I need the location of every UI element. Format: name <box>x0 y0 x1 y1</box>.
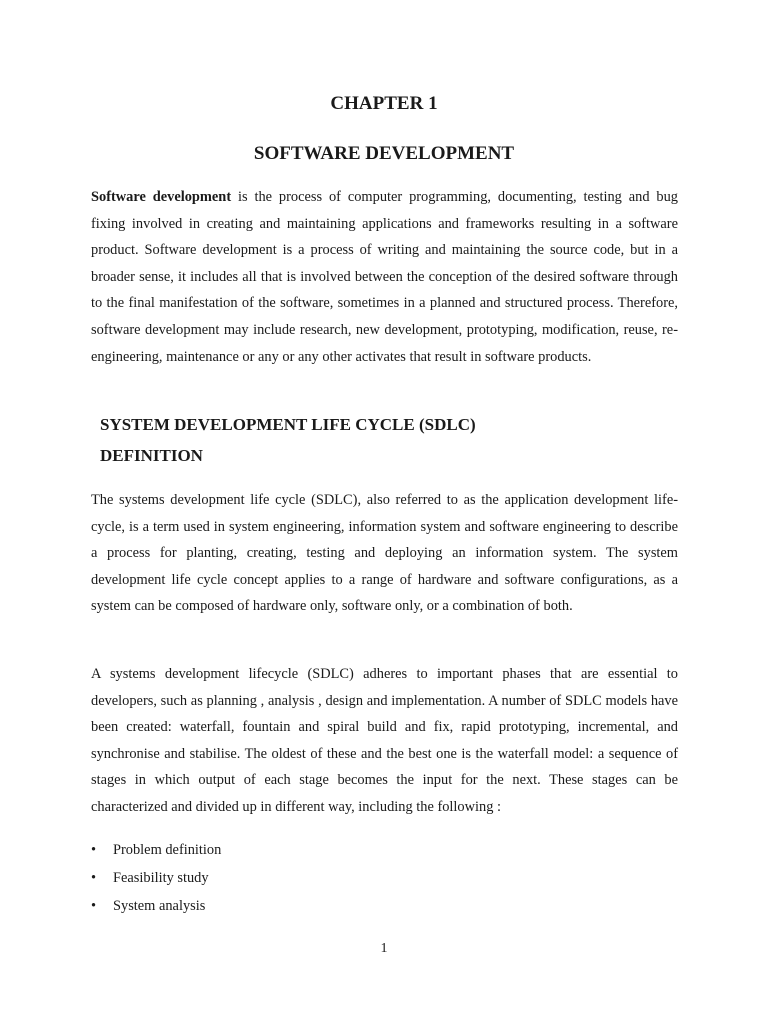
list-item <box>91 864 678 892</box>
chapter-title: SOFTWARE DEVELOPMENT <box>253 143 515 164</box>
page-number: 1 <box>380 941 388 956</box>
intro-paragraph <box>91 184 678 370</box>
bullet-icon: • <box>91 870 97 886</box>
list-item-label: Feasibility study <box>113 870 209 886</box>
list-item <box>91 836 678 864</box>
intro-text: is the process of computer programming, documenting, testing and bug fixing involved in creating and maintaining applications and frameworks resulting in a software product. Software development is a process of writing and maintaining the source code, but in a broader sense, it includes all that is involved between the conception of the desired software through to the final manifestation of the software, sometimes in a planned and structured process. Therefore, software development may include research, new development, prototyping, modification, reuse, re-engineering, maintenance or any or any other activates that result in software products. <box>91 189 678 365</box>
list-item-label: Problem definition <box>113 842 222 858</box>
bullet-icon: • <box>91 898 97 914</box>
sdlc-heading: SYSTEM DEVELOPMENT LIFE CYCLE (SDLC) <box>100 415 476 434</box>
bullet-icon: • <box>91 842 97 858</box>
phase-list <box>91 836 678 920</box>
list-item <box>91 892 678 920</box>
sdlc-phases-paragraph: A systems development lifecycle (SDLC) adheres to important phases that are essential to developers, such as planning , analysis , design and implementation. A number of SDLC models have been created: waterfall, fountain and spiral build and fix, rapid prototyping, incremental, and synchronise and stabilise. The oldest of these and the best one is the waterfall model: a sequence of stages in which output of each stage becomes the input for the next. These stages can be characterized and divided up in different way, including the following : <box>91 666 678 815</box>
sdlc-definition-paragraph: The systems development life cycle (SDLC), also referred to as the application development life-cycle, is a term used in system engineering, information system and software engineering to describe a process for planting, creating, testing and deploying an information system. The system development life cycle concept applies to a range of hardware and software configurations, as a system can be composed of hardware only, software only, or a combination of both. <box>91 492 678 615</box>
list-item-label: System analysis <box>113 898 206 914</box>
chapter-label: CHAPTER 1 <box>330 93 438 114</box>
intro-term: Software development <box>91 189 232 205</box>
definition-heading: DEFINITION <box>100 446 203 465</box>
